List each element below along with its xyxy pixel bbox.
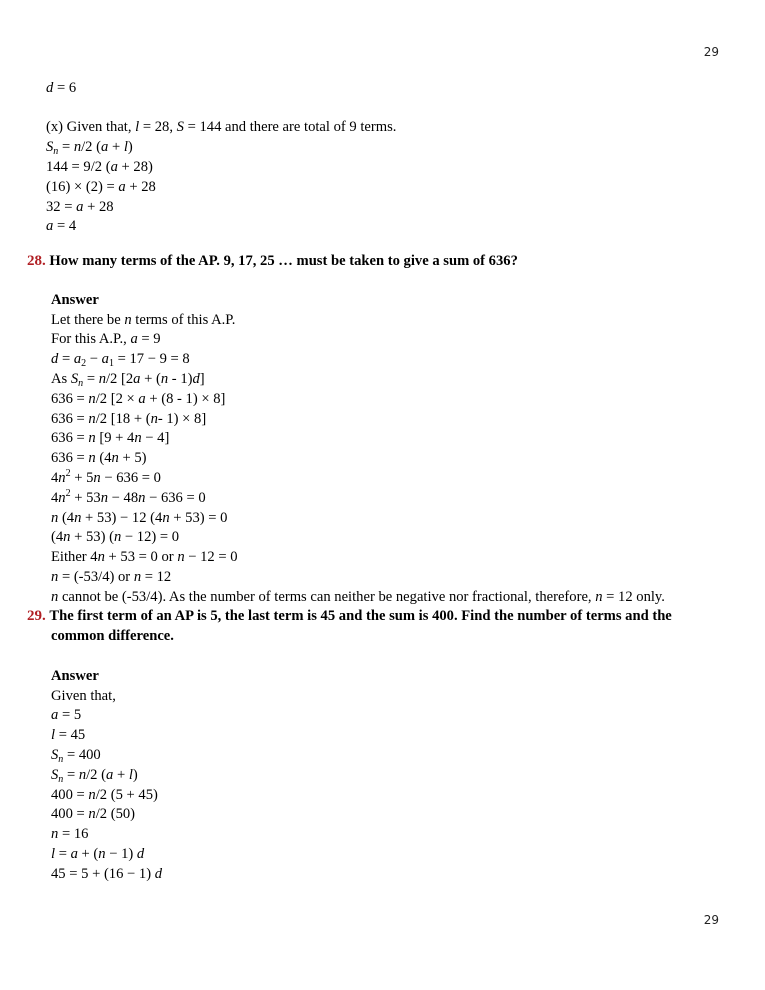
- solution-line: a = 5: [51, 707, 82, 723]
- solution-line: $d = a_2 - a_1 = 17 - 9 = 8$: [51, 351, 190, 369]
- solution-line: $S_n = 400$: [51, 747, 101, 765]
- solution-line: n = 16: [51, 826, 89, 842]
- solution-line: Either 4n + 53 = 0 or n − 12 = 0: [51, 549, 238, 565]
- question-number: 29.: [27, 608, 46, 624]
- solution-line: 636 = n/2 [2 × a + (8 - 1) × 8]: [51, 391, 226, 407]
- solution-line: a = 4: [46, 218, 77, 234]
- solution-line: d = 6: [46, 80, 77, 96]
- solution-line: (16) × (2) = a + 28: [46, 179, 156, 195]
- question-text: How many terms of the AP. 9, 17, 25 … must be taken to give a sum of 636?: [49, 253, 518, 269]
- page-number-bottom: 29: [703, 913, 719, 927]
- solution-line: 636 = n/2 [18 + (n- 1) × 8]: [51, 411, 207, 427]
- answer-label: Answer: [51, 292, 99, 308]
- solution-line: Let there be n terms of this A.P.: [51, 312, 236, 328]
- solution-line: $S_n = n/2$ (a + l): [46, 139, 133, 157]
- solution-line: 32 = a + 28: [46, 199, 114, 215]
- solution-line: $4n^2 + 5n - 636 = 0$: [51, 468, 161, 486]
- solution-line: As $S_n = n/2$ [2a + (n - 1)d]: [51, 371, 205, 389]
- solution-line: (x) Given that, l = 28, S = 144 and there are total of 9 terms.: [46, 119, 397, 135]
- solution-line: 636 = n (4n + 5): [51, 450, 147, 466]
- solution-line: 636 = n [9 + 4n − 4]: [51, 430, 170, 446]
- question-text: The first term of an AP is 5, the last term is 45 and the sum is 400. Find the number of terms and the: [49, 608, 672, 624]
- solution-line: l = 45: [51, 727, 86, 743]
- question-heading: [27, 607, 672, 625]
- solution-line: $4n^2 + 53n - 48n - 636 = 0$: [51, 488, 206, 506]
- solution-line: 400 = n/2 (5 + 45): [51, 787, 158, 803]
- page-number-top: 29: [703, 45, 719, 59]
- solution-line: n cannot be (-53/4). As the number of terms can neither be negative nor fractional, therefore, n = 12 only.: [51, 589, 665, 605]
- question-text-continued: common difference.: [51, 628, 174, 644]
- solution-line: 144 = 9/2 (a + 28): [46, 159, 153, 175]
- solution-line: (4n + 53) (n − 12) = 0: [51, 529, 180, 545]
- solution-line: Given that,: [51, 688, 116, 704]
- solution-line: l = a + (n − 1) d: [51, 846, 145, 862]
- answer-label: Answer: [51, 668, 99, 684]
- solution-line: n (4n + 53) − 12 (4n + 53) = 0: [51, 510, 228, 526]
- solution-line: For this A.P., a = 9: [51, 331, 161, 347]
- solution-line: 45 = 5 + (16 − 1) d: [51, 866, 163, 882]
- question-number: 28.: [27, 253, 46, 269]
- question-heading: [27, 252, 518, 270]
- solution-line: $S_n = n/2$ (a + l): [51, 767, 138, 785]
- solution-line: n = (-53/4) or n = 12: [51, 569, 172, 585]
- solution-line: 400 = n/2 (50): [51, 806, 136, 822]
